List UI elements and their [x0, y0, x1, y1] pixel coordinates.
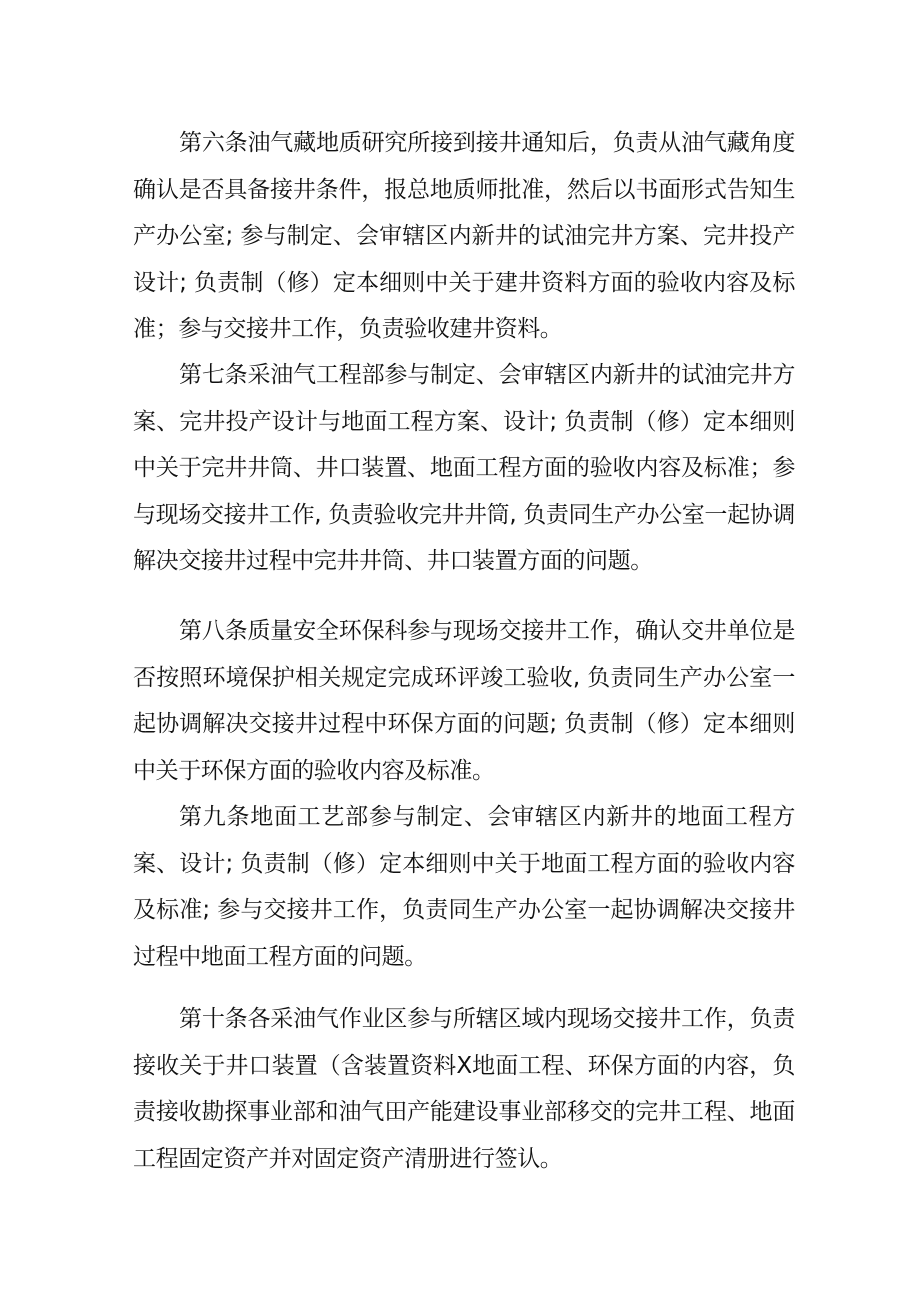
article-10-paragraph: 第十条各采油气作业区参与所辖区域内现场交接井工作，负责接收关于井口装置（含装置资料X地面工程、环保方面的内容，负责接收勘探事业部和油气田产能建设事业部移交的完井工程、地面工程固定资产并对固定资产清册进行签认。 — [133, 1006, 795, 1172]
article-8-paragraph: 第八条质量安全环保科参与现场交接井工作，确认交井单位是否按照环境保护相关规定完成环评竣工验收, 负责同生产办公室一起协调解决交接井过程中环保方面的问题; 负责制（修）定本细则中关于环保方面的验收内容及标准。 — [133, 618, 795, 784]
article-6-paragraph: 第六条油气藏地质研究所接到接井通知后，负责从油气藏角度确认是否具备接井条件，报总地质师批准，然后以书面形式告知生产办公室; 参与制定、会审辖区内新井的试油完井方案、完井投产设计; 负责制（修）定本细则中关于建井资料方面的验收内容及标准；参与交接井工作，负责验收建井资料。 — [133, 130, 795, 342]
article-7-paragraph: 第七条采油气工程部参与制定、会审辖区内新井的试油完井方案、完井投产设计与地面工程方案、设计; 负责制（修）定本细则中关于完井井筒、井口装置、地面工程方面的验收内容及标准；参与现场交接井工作, 负责验收完井井筒, 负责同生产办公室一起协调解决交接井过程中完井井筒、井口装置方面的问题。 — [133, 362, 795, 574]
article-9-paragraph: 第九条地面工艺部参与制定、会审辖区内新井的地面工程方案、设计; 负责制（修）定本细则中关于地面工程方面的验收内容及标准; 参与交接井工作，负责同生产办公室一起协调解决交接井过程中地面工程方面的问题。 — [133, 804, 795, 970]
